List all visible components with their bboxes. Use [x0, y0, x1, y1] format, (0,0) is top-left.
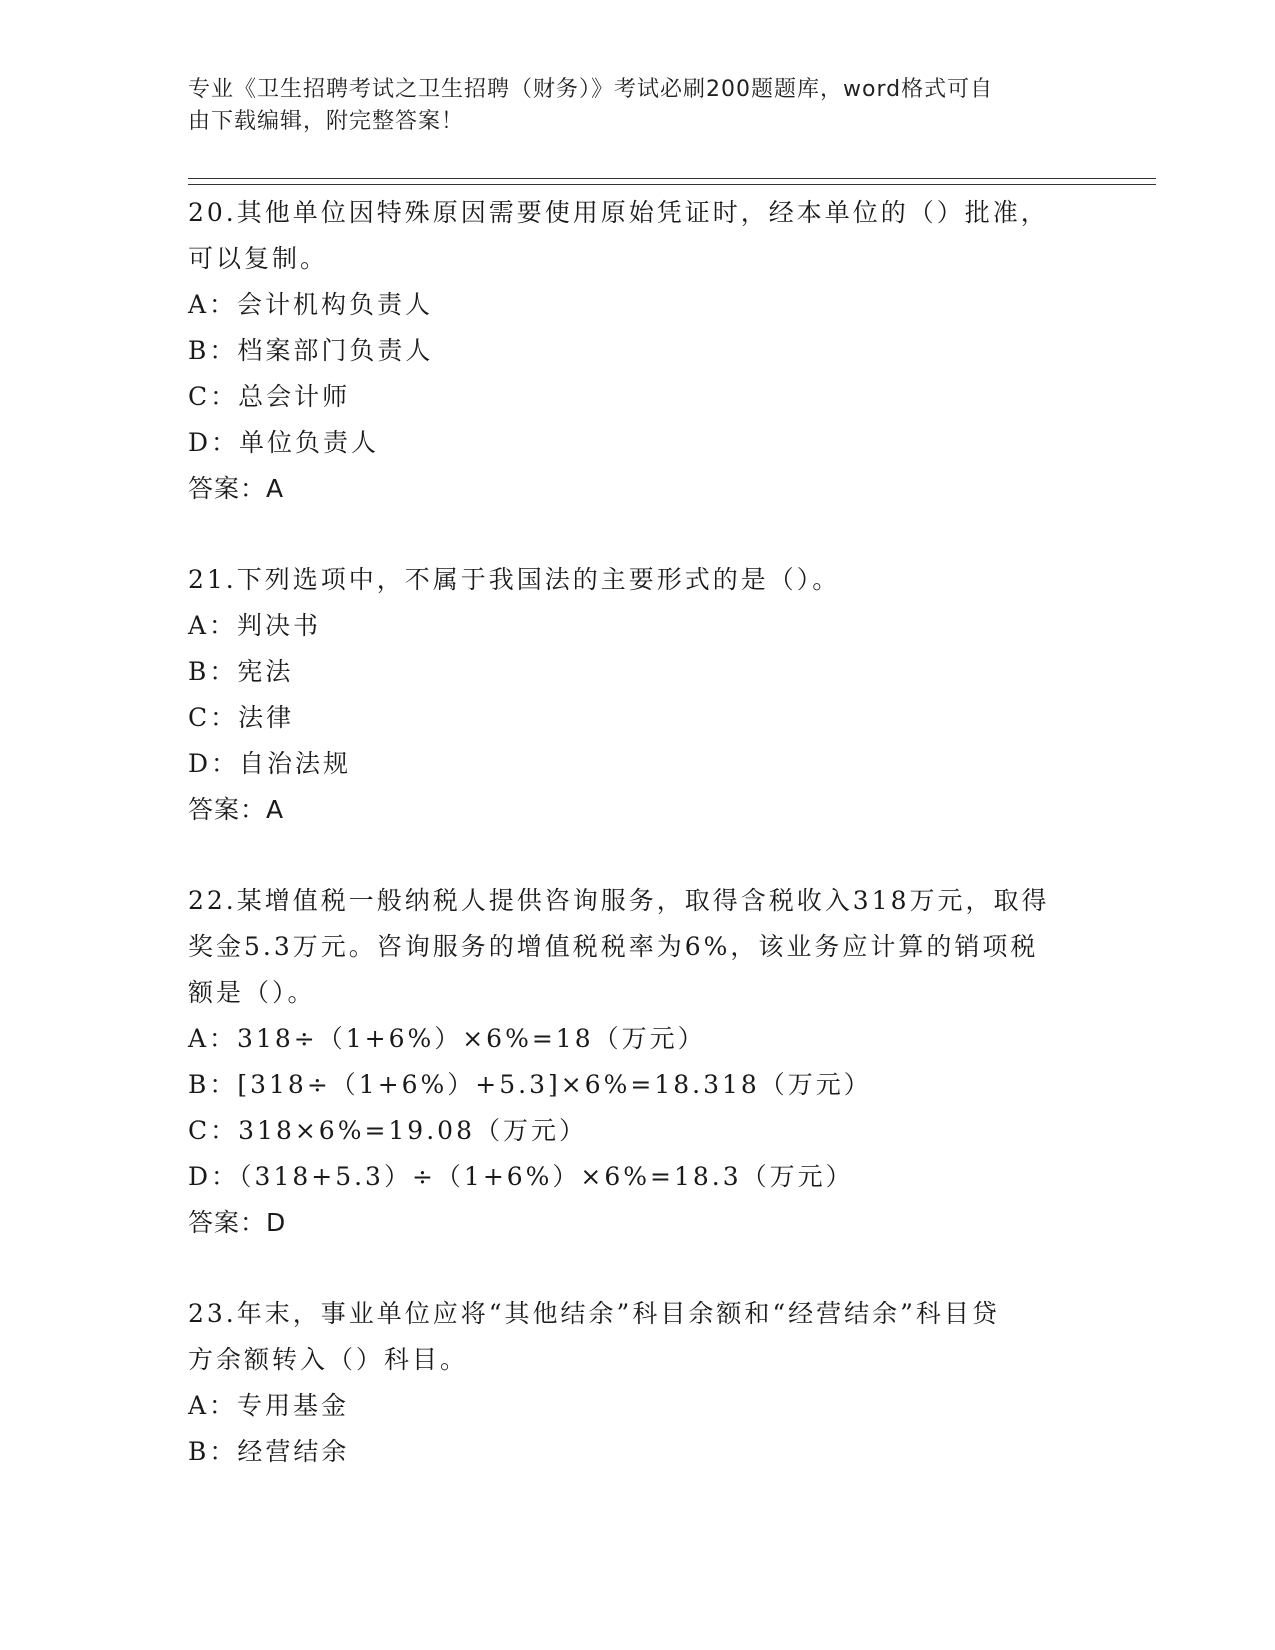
answer-option: B：宪法: [188, 657, 294, 686]
answer-option: D：单位负责人: [188, 428, 380, 457]
document-header: [188, 74, 1068, 138]
answer-key: 答案：A: [188, 795, 285, 824]
header-divider-bottom: [188, 184, 1156, 185]
question-stem-line: 21.下列选项中，不属于我国法的主要形式的是（）。: [188, 565, 841, 594]
question-stem-line: 可以复制。: [188, 244, 329, 273]
question-stem-line: 23.年末，事业单位应将“其他结余”科目余额和“经营结余”科目贷: [188, 1299, 1000, 1328]
header-line-1: 专业《卫生招聘考试之卫生招聘（财务）》考试必刷200题题库，word格式可自: [188, 77, 994, 102]
answer-option: C：法律: [188, 703, 295, 732]
question-23: [188, 1287, 1088, 1475]
question-stem: [188, 874, 1088, 1016]
question-stem: [188, 186, 1088, 282]
answer-option: D：自治法规: [188, 749, 352, 778]
answer-key: 答案：D: [188, 1208, 287, 1237]
question-stem-line: 22.某增值税一般纳税人提供咨询服务，取得含税收入318万元，取得: [188, 886, 1050, 915]
question-20: [188, 186, 1088, 512]
question-stem-line: 奖金5.3万元。咨询服务的增值税税率为6%，该业务应计算的销项税: [188, 932, 1039, 961]
question-22: [188, 874, 1088, 1246]
answer-option: A：专用基金: [188, 1391, 350, 1420]
question-stem: [188, 553, 1088, 603]
answer-option: B：经营结余: [188, 1437, 350, 1466]
answer-option: A：318÷（1+6%）×6%=18（万元）: [188, 1024, 706, 1053]
answer-option: C：318×6%=19.08（万元）: [188, 1116, 587, 1145]
question-21: [188, 553, 1088, 833]
answer-option: A：会计机构负责人: [188, 290, 434, 319]
question-stem-line: 额是（）。: [188, 978, 316, 1007]
question-stem: [188, 1287, 1088, 1383]
question-list: [188, 186, 1088, 1516]
question-stem-line: 20.其他单位因特殊原因需要使用原始凭证时，经本单位的（）批准，: [188, 198, 1049, 227]
answer-option: B：[318÷（1+6%）+5.3]×6%=18.318（万元）: [188, 1070, 872, 1099]
question-stem-line: 方余额转入（）科目。: [188, 1345, 469, 1374]
answer-option: C：总会计师: [188, 382, 351, 411]
header-line-2: 由下载编辑，附完整答案！: [188, 109, 465, 134]
answer-option: A：判决书: [188, 611, 322, 640]
answer-key: 答案：A: [188, 474, 285, 503]
answer-option: B：档案部门负责人: [188, 336, 434, 365]
header-divider-top: [188, 178, 1156, 179]
answer-option: D：（318+5.3）÷（1+6%）×6%=18.3（万元）: [188, 1162, 854, 1191]
